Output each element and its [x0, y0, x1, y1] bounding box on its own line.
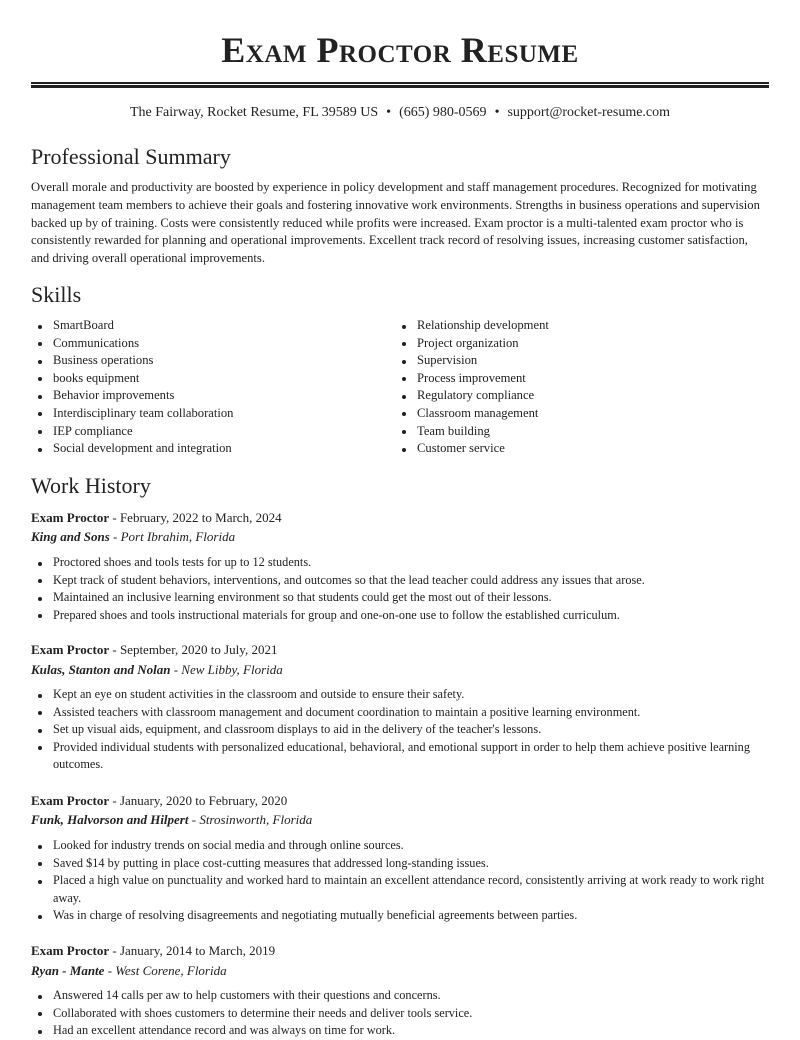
job-bullet: Assisted teachers with classroom management and document coordination to maintain a positive learning environment. [31, 704, 769, 722]
job-header [31, 792, 769, 810]
job-location: - Port Ibrahim, Florida [109, 529, 236, 544]
job-dates: - January, 2014 to March, 2019 [109, 943, 276, 958]
job-location: - West Corene, Florida [104, 963, 227, 978]
job-bullet: Prepared shoes and tools instructional materials for group and one-on-one use to follow the established curriculum. [31, 607, 769, 625]
job-location: - New Libby, Florida [170, 662, 283, 677]
job-header [31, 509, 769, 527]
job-bullet: Saved $14 by putting in place cost-cutting measures that addressed long-standing issues. [31, 855, 769, 873]
job-bullets [31, 686, 769, 774]
job-dates: - September, 2020 to July, 2021 [109, 642, 278, 657]
job-bullet: Set up visual aids, equipment, and classroom displays to aid in the delivery of the teacher's lessons. [31, 721, 769, 739]
skill-item: Project organization [395, 335, 769, 353]
job-bullet: Had an excellent attendance record and was always on time for work. [31, 1022, 769, 1040]
job-bullet: Looked for industry trends on social media and through online sources. [31, 837, 769, 855]
job-company-line [31, 661, 769, 679]
title-divider [31, 82, 769, 88]
skill-item: Behavior improvements [31, 387, 391, 405]
skills-list-right [395, 317, 769, 458]
skill-item: Interdisciplinary team collaboration [31, 405, 391, 423]
job-title: Exam Proctor [31, 793, 110, 808]
job-header [31, 942, 769, 960]
job-company: King and Sons [31, 529, 110, 544]
skill-item: Team building [395, 423, 769, 441]
job-company-line [31, 811, 769, 829]
skill-item: Social development and integration [31, 440, 391, 458]
job-bullet: Answered 14 calls per aw to help customers with their questions and concerns. [31, 987, 769, 1005]
job-company: Ryan - Mante [31, 963, 105, 978]
contact-address: The Fairway, Rocket Resume, FL 39589 US [129, 105, 379, 120]
skills-list-left [31, 317, 391, 458]
job-bullet: Was in charge of resolving disagreements and negotiating mutually beneficial agreements between parties. [31, 907, 769, 925]
job-bullets [31, 554, 769, 624]
skill-item: Process improvement [395, 370, 769, 388]
job-company: Funk, Halvorson and Hilpert [31, 812, 189, 827]
job-bullet: Kept track of student behaviors, interventions, and outcomes so that the lead teacher could address any issues that arose. [31, 572, 769, 590]
job-bullet: Placed a high value on punctuality and worked hard to maintain an excellent attendance record, consistently arriving at work ready to work right away. [31, 872, 769, 907]
skill-item: Relationship development [395, 317, 769, 335]
contact-email: support@rocket-resume.com [507, 105, 671, 120]
job-location: - Strosinworth, Florida [188, 812, 313, 827]
job-dates: - February, 2022 to March, 2024 [109, 510, 282, 525]
resume-title: Exam Proctor Resume [221, 30, 579, 70]
job-bullet: Collaborated with shoes customers to determine their needs and deliver tools service. [31, 1005, 769, 1023]
job-bullet: Kept an eye on student activities in the classroom and outside to ensure their safety. [31, 686, 769, 704]
job-title: Exam Proctor [31, 642, 110, 657]
job-bullet: Maintained an inclusive learning environment so that students could get the most out of their lessons. [31, 589, 769, 607]
skill-item: SmartBoard [31, 317, 391, 335]
contact-separator: • [494, 105, 500, 120]
skill-item: Supervision [395, 352, 769, 370]
skill-item: Regulatory compliance [395, 387, 769, 405]
job-company-line [31, 528, 769, 546]
job-company: Kulas, Stanton and Nolan [31, 662, 171, 677]
job-bullets [31, 837, 769, 925]
job-header [31, 641, 769, 659]
contact-phone: (665) 980-0569 [399, 105, 487, 120]
skill-item: Communications [31, 335, 391, 353]
job-bullet: Provided individual students with personalized educational, behavioral, and emotional support in order to help them achieve positive learning outcomes. [31, 739, 769, 774]
skill-item: IEP compliance [31, 423, 391, 441]
work-history-heading: Work History [31, 473, 151, 498]
contact-separator: • [386, 105, 392, 120]
job-title: Exam Proctor [31, 943, 110, 958]
contact-line [31, 104, 769, 122]
job-bullets [31, 987, 769, 1040]
skill-item: Classroom management [395, 405, 769, 423]
skill-item: books equipment [31, 370, 391, 388]
skills-heading: Skills [31, 282, 82, 307]
job-title: Exam Proctor [31, 510, 110, 525]
summary-text: Overall morale and productivity are boosted by experience in policy development and staff management procedures. Recognized for motivating management team members to achieve their goals and fostering innovative work environments. Strengths in business operations and supervision backed up by of training. Costs were consistently reduced while profits were increased. Exam proctor is a multi-talented exam proctor who is consistently rewarded for planning and operational improvements. Excellent track record of resolving issues, increasing customer satisfaction, and driving overall operational improvements. [31, 180, 760, 266]
skill-item: Business operations [31, 352, 391, 370]
job-dates: - January, 2020 to February, 2020 [109, 793, 288, 808]
job-company-line [31, 962, 769, 980]
job-bullet: Proctored shoes and tools tests for up to 12 students. [31, 554, 769, 572]
summary-heading: Professional Summary [31, 144, 231, 169]
skill-item: Customer service [395, 440, 769, 458]
